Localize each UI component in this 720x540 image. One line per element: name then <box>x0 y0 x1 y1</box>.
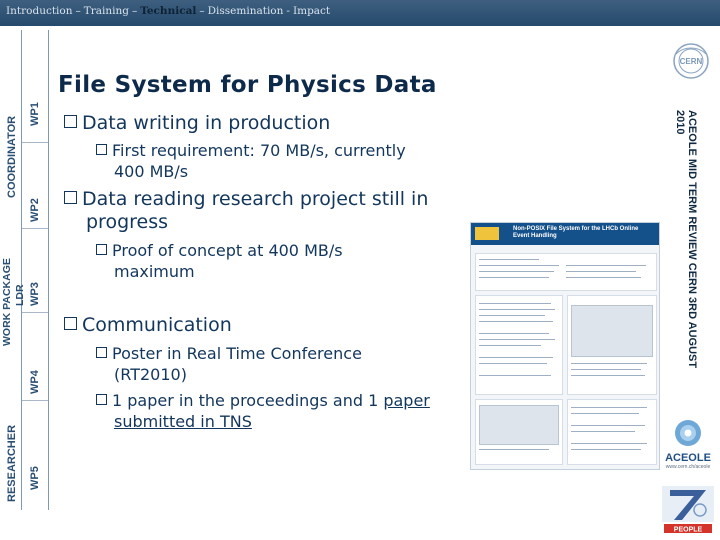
review-label-line1: ACEOLE MID TERM REVIEW CERN 3RD AUGUST <box>686 110 698 369</box>
breadcrumb-separator: - <box>286 5 290 17</box>
poster-text-line <box>479 271 554 272</box>
cern-logo-text: CERN <box>679 57 703 66</box>
poster-text-line <box>566 271 636 272</box>
nav-training[interactable]: Training <box>83 5 129 17</box>
poster-header <box>471 223 659 245</box>
poster-title: Non-POSIX File System for the LHCb Online Event Handling <box>513 226 639 239</box>
breadcrumb-separator: – <box>132 5 138 17</box>
nav-impact[interactable]: Impact <box>292 5 331 17</box>
sub-bullet-first-requirement <box>96 140 406 182</box>
nav-introduction[interactable]: Introduction <box>6 5 73 17</box>
poster-text-line <box>571 413 639 414</box>
poster-text-line <box>479 345 541 346</box>
poster-text-line <box>566 265 646 266</box>
breadcrumb-separator: – <box>199 5 205 17</box>
aceole-url: www.cern.ch/aceole <box>665 464 711 470</box>
wp1-label[interactable]: WP1 <box>29 102 41 126</box>
checkbox-icon <box>64 115 77 128</box>
cern-logo-icon <box>672 42 710 80</box>
bullet-text: Poster in Real Time Conference <box>112 344 362 363</box>
review-label <box>674 110 698 368</box>
poster-text-line <box>571 363 647 364</box>
role-work-package-leader-label-line1: WORK PACKAGE <box>1 258 13 346</box>
aceole-logo-icon <box>666 418 710 448</box>
poster-text-line <box>479 259 539 260</box>
checkbox-icon <box>64 191 77 204</box>
poster-text-line <box>479 309 555 310</box>
bullet-text: Data writing in production <box>82 112 331 134</box>
wp2-label[interactable]: WP2 <box>29 198 41 222</box>
role-coordinator-label: COORDINATOR <box>6 115 18 198</box>
cern-logo <box>672 42 710 80</box>
poster-text-line <box>479 303 551 304</box>
checkbox-icon <box>64 317 77 330</box>
sidebar-divider <box>48 30 49 510</box>
poster-text-line <box>479 265 559 266</box>
bullet-text-continued: (RT2010) <box>114 365 187 384</box>
poster-text-line <box>479 357 553 358</box>
bullet-text-continued: submitted in TNS <box>114 412 252 431</box>
sidebar-separator <box>22 142 48 143</box>
bullet-data-writing <box>64 112 330 135</box>
bullet-communication <box>64 314 232 337</box>
nav-technical[interactable]: Technical <box>140 5 197 17</box>
aceole-logo-text: ACEOLE <box>665 452 711 464</box>
poster-thumbnail <box>470 222 660 470</box>
aceole-logo <box>660 418 716 474</box>
poster-text-line <box>571 369 641 370</box>
sidebar-separator <box>22 312 48 313</box>
bullet-text: 1 paper in the proceedings and 1 <box>112 391 384 410</box>
poster-text-line <box>566 277 641 278</box>
checkbox-icon <box>96 144 107 155</box>
sidebar-separator <box>22 400 48 401</box>
sidebar-divider <box>21 30 22 510</box>
sidebar-separator <box>22 228 48 229</box>
poster-text-line <box>571 375 645 376</box>
sub-bullet-poster <box>96 343 362 385</box>
poster-text-line <box>479 375 551 376</box>
poster-text-line <box>479 449 549 450</box>
role-work-package-leader-label-line2: LDR <box>14 284 26 306</box>
bullet-text: Communication <box>82 314 232 336</box>
fp7-logo-icon <box>660 484 716 534</box>
breadcrumb <box>6 5 330 17</box>
bullet-data-reading <box>64 188 428 234</box>
poster-text-line <box>571 449 641 450</box>
nav-dissemination[interactable]: Dissemination <box>207 5 284 17</box>
poster-text-line <box>479 339 555 340</box>
checkbox-icon <box>96 347 107 358</box>
poster-text-line <box>571 443 647 444</box>
review-label-line2: 2010 <box>674 110 686 135</box>
top-navigation-bar <box>0 0 720 26</box>
bullet-text-underlined: paper <box>383 391 430 410</box>
poster-diagram <box>571 305 653 357</box>
poster-text-line <box>479 315 545 316</box>
poster-chart <box>479 405 559 445</box>
sub-bullet-paper <box>96 390 430 432</box>
sub-bullet-proof-of-concept <box>96 240 343 282</box>
bullet-text-continued: maximum <box>114 262 195 281</box>
wp4-label[interactable]: WP4 <box>29 370 41 394</box>
checkbox-icon <box>96 394 107 405</box>
poster-text-line <box>571 407 647 408</box>
poster-text-line <box>479 321 553 322</box>
poster-text-line <box>571 431 635 432</box>
people-logo-text: PEOPLE <box>673 526 703 534</box>
poster-logo-icon <box>475 227 499 240</box>
slide-title: File System for Physics Data <box>58 72 437 98</box>
bullet-text-continued: 400 MB/s <box>114 162 189 181</box>
poster-text-line <box>479 363 547 364</box>
role-researcher-label: RESEARCHER <box>6 424 18 502</box>
poster-text-line <box>571 425 645 426</box>
breadcrumb-separator: – <box>75 5 81 17</box>
wp5-label[interactable]: WP5 <box>29 466 41 490</box>
poster-text-line <box>479 333 549 334</box>
bullet-text: Data reading research project still in <box>82 188 429 210</box>
bullet-text: Proof of concept at 400 MB/s <box>112 241 343 260</box>
people-logo <box>660 484 716 534</box>
checkbox-icon <box>96 244 107 255</box>
poster-section <box>567 399 657 465</box>
wp3-label[interactable]: WP3 <box>29 282 41 306</box>
bullet-text-continued: progress <box>86 211 169 233</box>
bullet-text: First requirement: 70 MB/s, currently <box>112 141 406 160</box>
poster-text-line <box>479 277 549 278</box>
